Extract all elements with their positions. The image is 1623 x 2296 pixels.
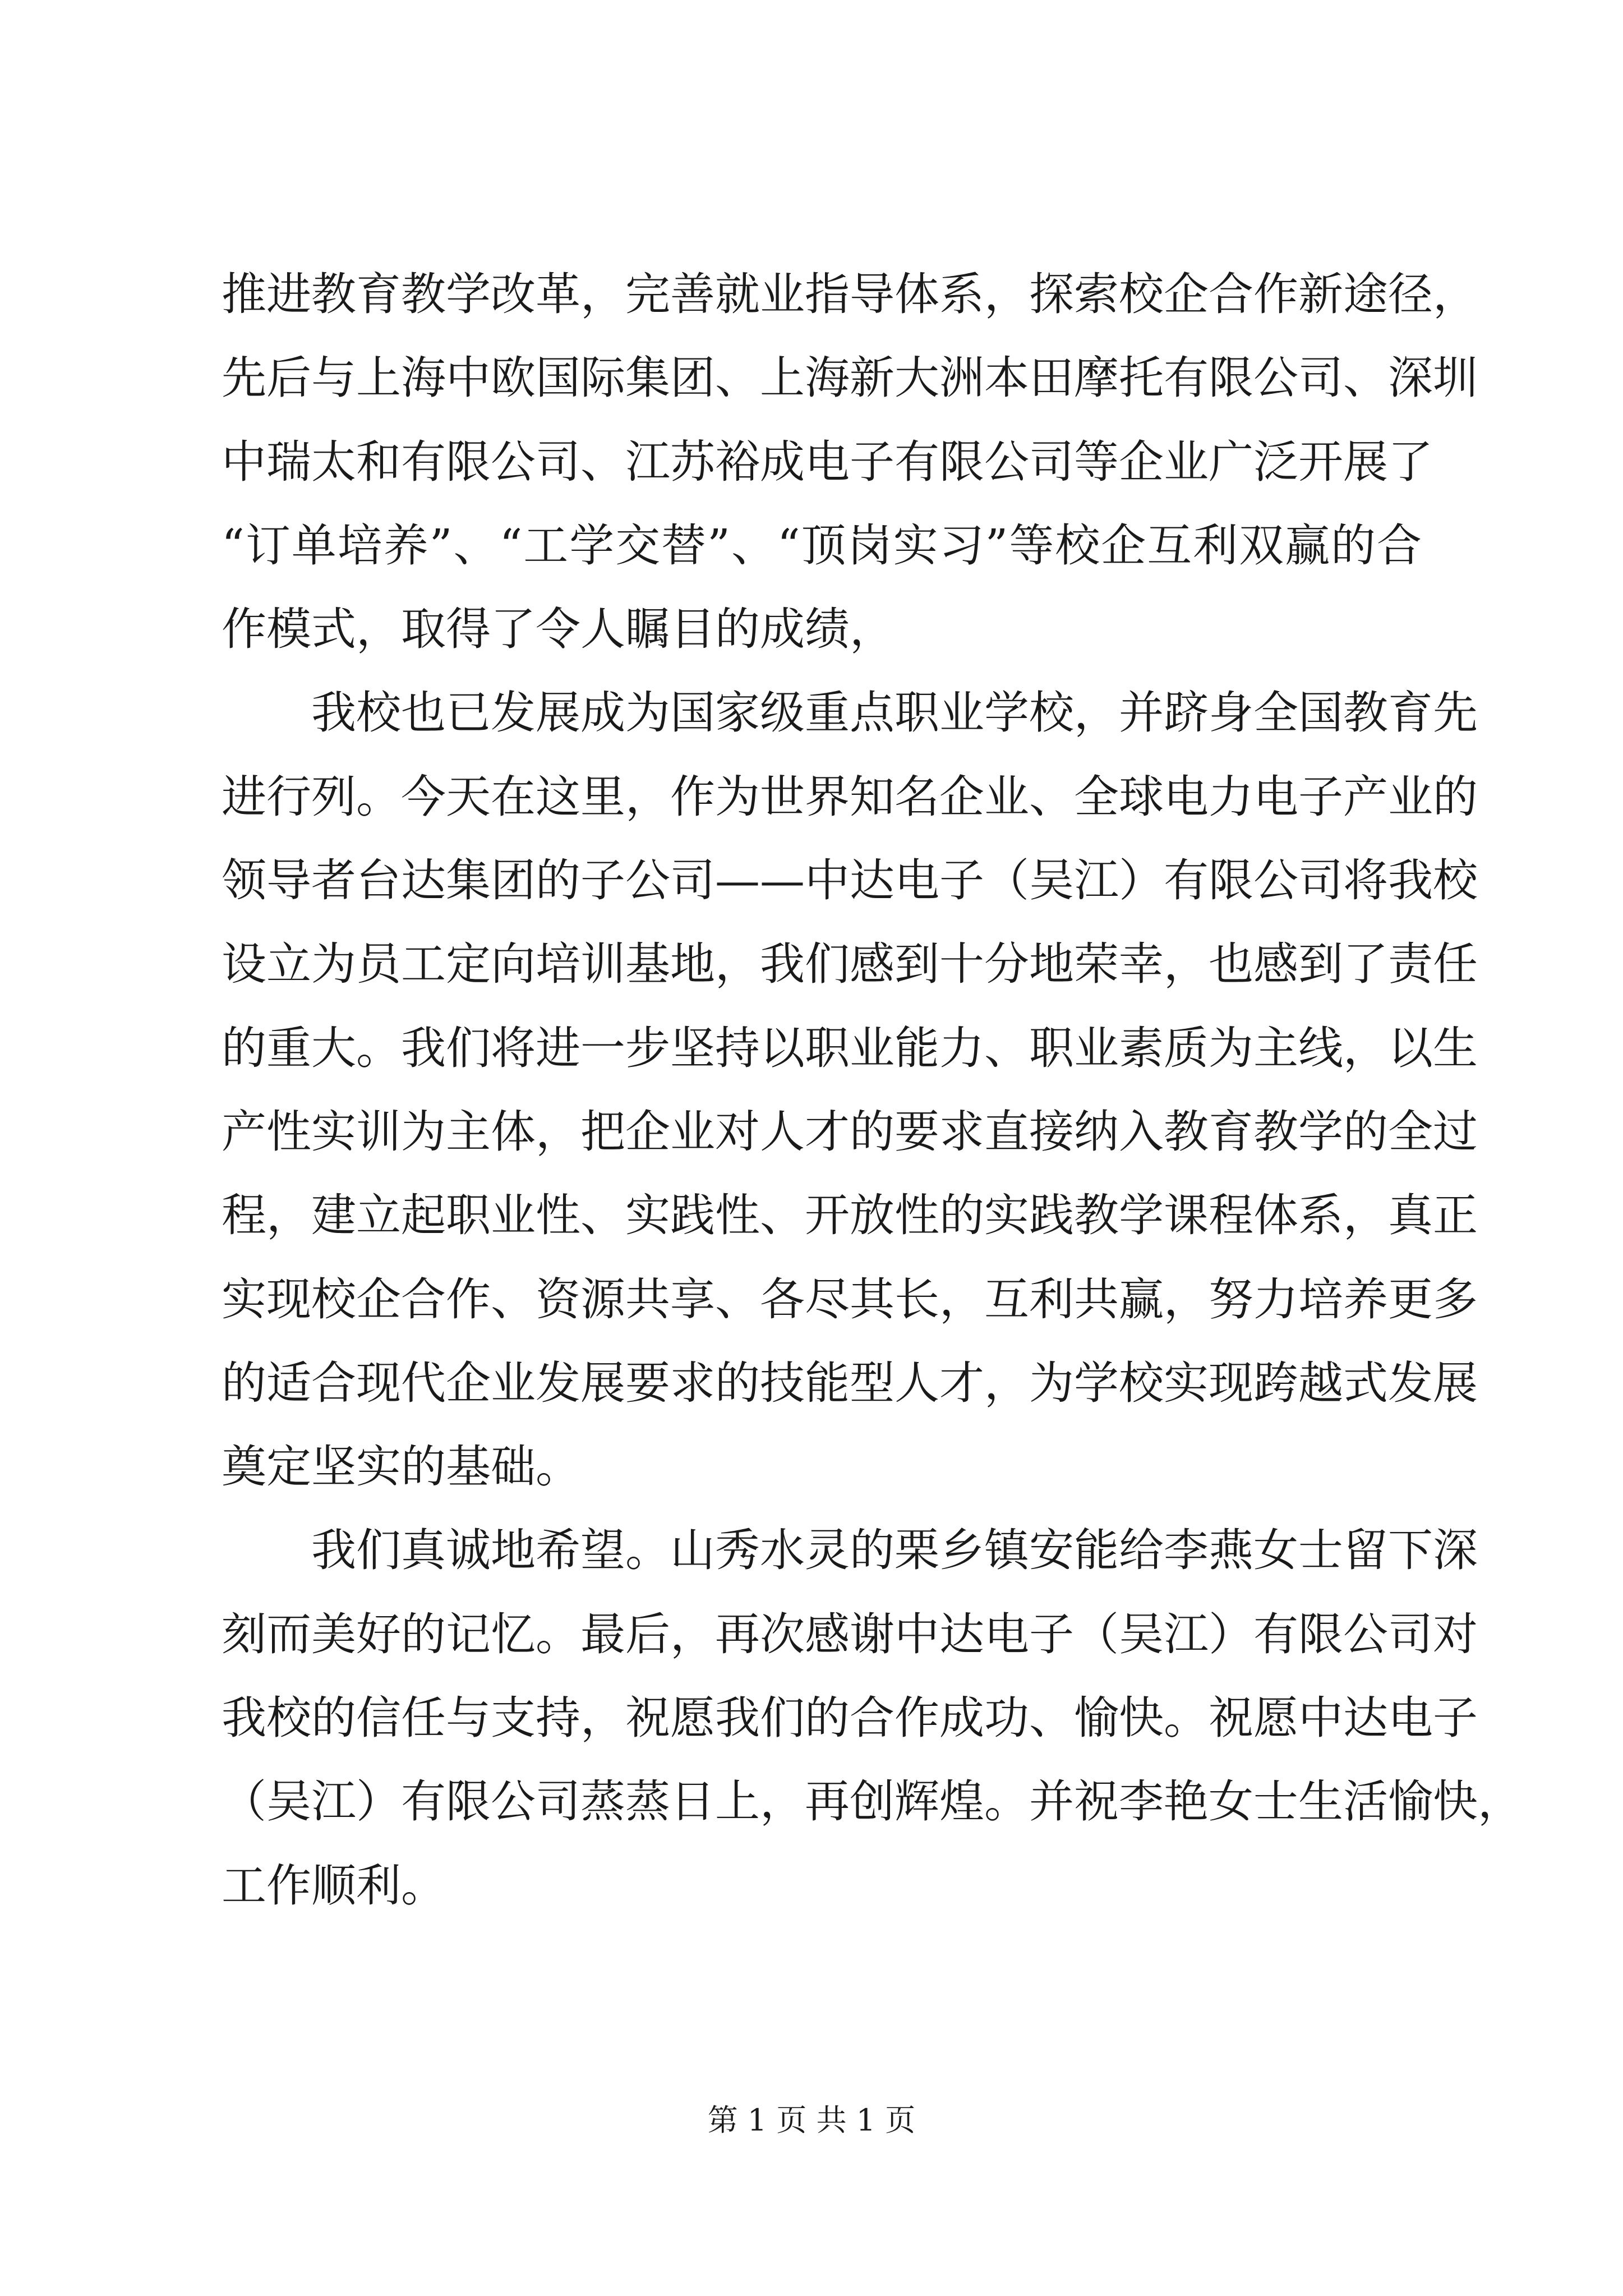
paragraph-line: “订单培养”、“工学交替”、“顶岗实习”等校企互利双赢的合 [222, 519, 1422, 572]
paragraph-line: 我校也已发展成为国家级重点职业学校，并跻身全国教育先 [311, 687, 1478, 739]
paragraph-line: 我校的信任与支持，祝愿我们的合作成功、愉快。祝愿中达电子 [222, 1692, 1478, 1745]
paragraph-line: 刻而美好的记忆。最后，再次感谢中达电子（吴江）有限公司对 [222, 1608, 1478, 1660]
paragraph-line: 的适合现代企业发展要求的技能型人才，为学校实现跨越式发展 [222, 1356, 1478, 1409]
paragraph-line: 推进教育教学改革，完善就业指导体系，探索校企合作新途径， [222, 268, 1478, 320]
paragraph-line: 进行列。今天在这里，作为世界知名企业、全球电力电子产业的 [222, 770, 1478, 823]
paragraph-line: 产性实训为主体，把企业对人才的要求直接纳入教育教学的全过 [222, 1105, 1478, 1158]
paragraph-line: 工作顺利。 [222, 1859, 446, 1912]
paragraph-line: 我们真诚地希望。山秀水灵的栗乡镇安能给李燕女士留下深 [311, 1524, 1478, 1577]
document-body [222, 266, 1523, 1941]
paragraph-line: （吴江）有限公司蒸蒸日上，再创辉煌。并祝李艳女士生活愉快， [222, 1775, 1523, 1828]
page-number-footer: 第 1 页 共 1 页 [707, 2102, 916, 2138]
paragraph-line: 的重大。我们将进一步坚持以职业能力、职业素质为主线，以生 [222, 1022, 1478, 1074]
paragraph-line: 作模式，取得了令人瞩目的成绩， [222, 603, 895, 656]
paragraph-line: 先后与上海中欧国际集团、上海新大洲本田摩托有限公司、深圳 [222, 352, 1478, 404]
paragraph-line: 程，建立起职业性、实践性、开放性的实践教学课程体系，真正 [222, 1189, 1478, 1242]
paragraph-line: 设立为员工定向培训基地，我们感到十分地荣幸，也感到了责任 [222, 938, 1478, 991]
paragraph-line: 奠定坚实的基础。 [222, 1441, 580, 1493]
paragraph-line: 中瑞太和有限公司、江苏裕成电子有限公司等企业广泛开展了 [222, 435, 1433, 488]
paragraph-line: 领导者台达集团的子公司——中达电子（吴江）有限公司将我校 [222, 854, 1478, 907]
paragraph-line: 实现校企合作、资源共享、各尽其长，互利共赢，努力培养更多 [222, 1273, 1478, 1326]
